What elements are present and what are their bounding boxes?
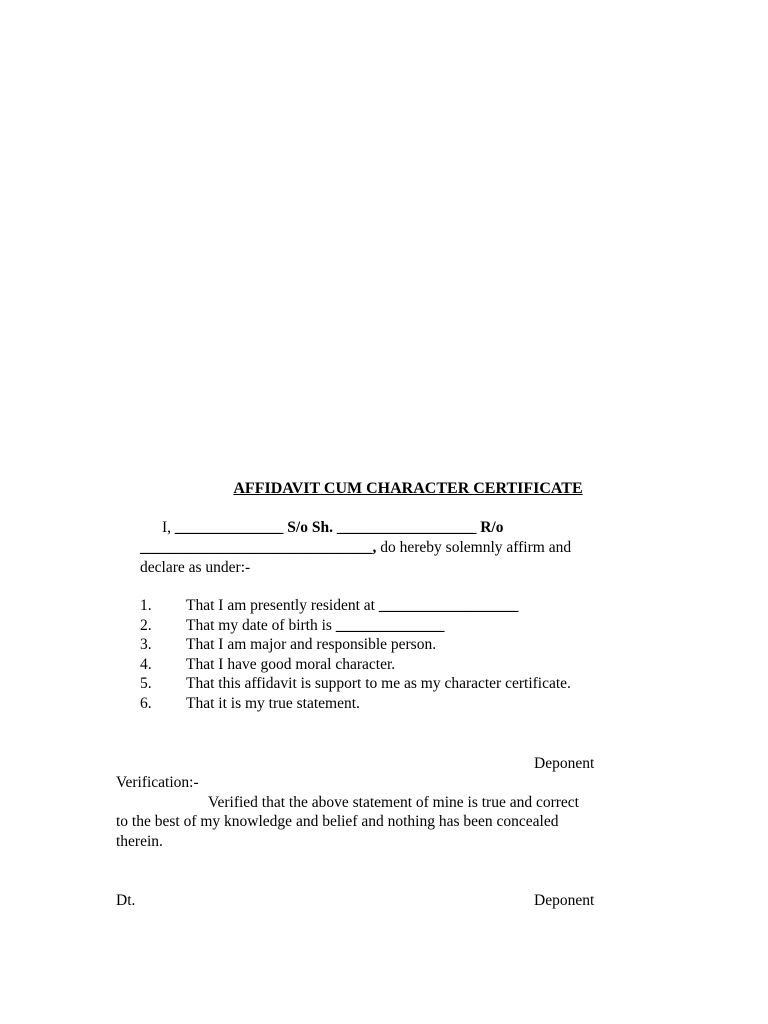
item-text: That I am major and responsible person. <box>186 636 437 654</box>
date-label: Dt. <box>116 892 136 909</box>
declaration-list <box>140 596 571 714</box>
item-text: That this affidavit is support to me as my character certificate. <box>186 675 571 693</box>
father-name-blank: __________________ <box>336 519 477 536</box>
item-number: 3. <box>140 636 152 654</box>
item-number: 5. <box>140 675 152 693</box>
list-item <box>140 674 571 694</box>
item-number: 1. <box>140 597 152 614</box>
item-text: That I have good moral character. <box>186 655 396 673</box>
verification-line-2: to the best of my knowledge and belief and nothing has been concealed <box>116 813 559 830</box>
list-item <box>140 694 571 714</box>
item-number: 2. <box>140 616 152 634</box>
item-blank: __________________ <box>378 597 519 614</box>
so-label: S/o Sh. <box>283 519 337 536</box>
residence-blank: ______________________________, <box>140 539 377 556</box>
intro-line-1 <box>162 518 503 538</box>
list-item <box>140 655 571 675</box>
verification-line-3: therein. <box>116 833 163 850</box>
list-item <box>140 635 571 655</box>
affirm-text: do hereby solemnly affirm and <box>376 539 572 556</box>
verification-line-1: Verified that the above statement of mine is true and correct <box>208 794 579 811</box>
item-blank: ______________ <box>335 616 445 634</box>
intro-line-2 <box>140 538 571 558</box>
list-item <box>140 596 571 616</box>
deponent-signature-1: Deponent <box>534 755 595 772</box>
intro-i-label: I, <box>162 519 175 536</box>
item-text: That my date of birth is <box>186 616 336 634</box>
item-number: 6. <box>140 694 152 712</box>
deponent-signature-2: Deponent <box>534 892 595 909</box>
list-item <box>140 616 571 636</box>
name-blank: ______________ <box>174 519 284 536</box>
verification-heading: Verification:- <box>116 774 199 791</box>
item-text: That I am presently resident at <box>186 597 379 614</box>
intro-line-3: declare as under:- <box>140 559 251 576</box>
ro-label: R/o <box>476 519 504 536</box>
item-number: 4. <box>140 655 152 673</box>
item-text: That it is my true statement. <box>186 694 360 712</box>
document-title: AFFIDAVIT CUM CHARACTER CERTIFICATE <box>233 480 583 497</box>
